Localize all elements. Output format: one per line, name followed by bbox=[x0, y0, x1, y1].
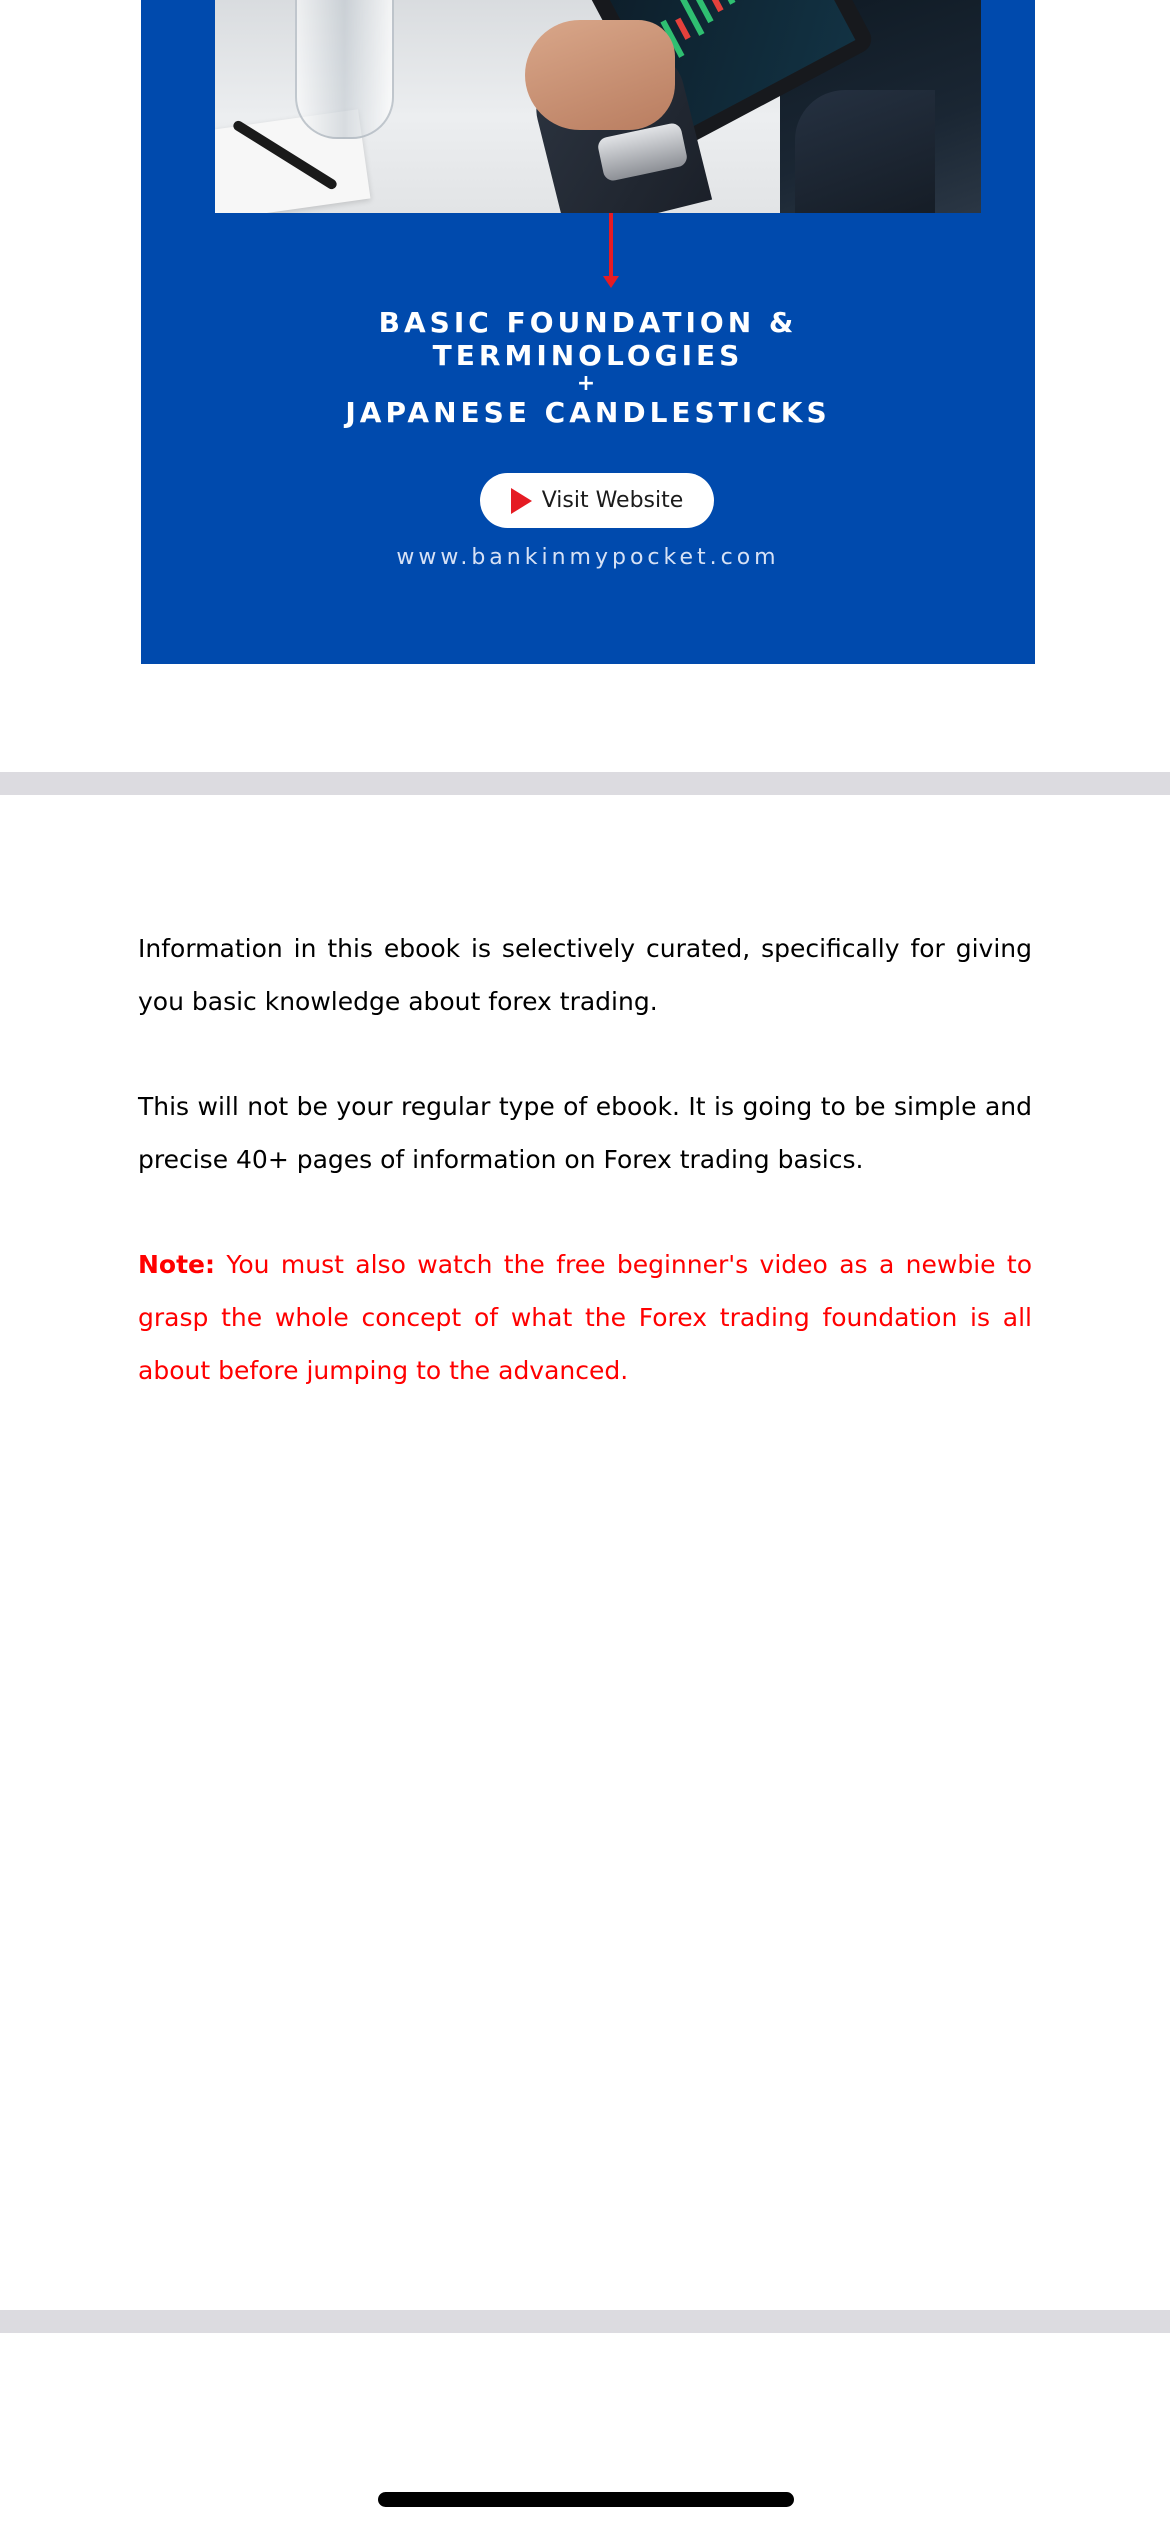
ebook-page-intro bbox=[0, 795, 1170, 2310]
note-paragraph bbox=[138, 1238, 1032, 1397]
cover-title-plus: + bbox=[576, 371, 600, 396]
play-icon bbox=[511, 488, 532, 514]
visit-website-label: Visit Website bbox=[541, 488, 684, 513]
website-url[interactable]: www.bankinmypocket.com bbox=[396, 545, 780, 570]
cover-banner bbox=[141, 0, 1035, 664]
cover-title-line3: JAPANESE CANDLESTICKS bbox=[345, 396, 831, 429]
home-indicator[interactable] bbox=[378, 2492, 794, 2507]
photo-right-sleeve bbox=[795, 90, 935, 213]
note-label: Note: bbox=[138, 1250, 216, 1279]
cover-photo-trader-with-tablet bbox=[215, 0, 981, 213]
cover-title-line2: TERMINOLOGIES bbox=[432, 339, 744, 372]
page-separator bbox=[0, 2310, 1170, 2333]
intro-paragraph-1: Information in this ebook is selectively curated, specifically for giving you basic knowledge about forex trading. bbox=[138, 934, 1032, 1016]
intro-paragraph-2: This will not be your regular type of ebook. It is going to be simple and precise 40+ pages of information on Forex trading basics. bbox=[138, 1092, 1032, 1174]
photo-water-glass bbox=[295, 0, 394, 139]
photo-hand bbox=[525, 20, 675, 130]
page-separator bbox=[0, 772, 1170, 795]
arrow-down-icon bbox=[609, 213, 613, 279]
cover-title bbox=[141, 306, 1035, 429]
ebook-page-cover bbox=[0, 0, 1170, 772]
arrow-head-icon bbox=[603, 276, 619, 288]
visit-website-button[interactable] bbox=[480, 473, 714, 528]
cover-title-line1: BASIC FOUNDATION & bbox=[378, 306, 798, 339]
note-text: You must also watch the free beginner's video as a newbie to grasp the whole concept of what the Forex trading foundation is all about before jumping to the advanced. bbox=[138, 1250, 1032, 1385]
